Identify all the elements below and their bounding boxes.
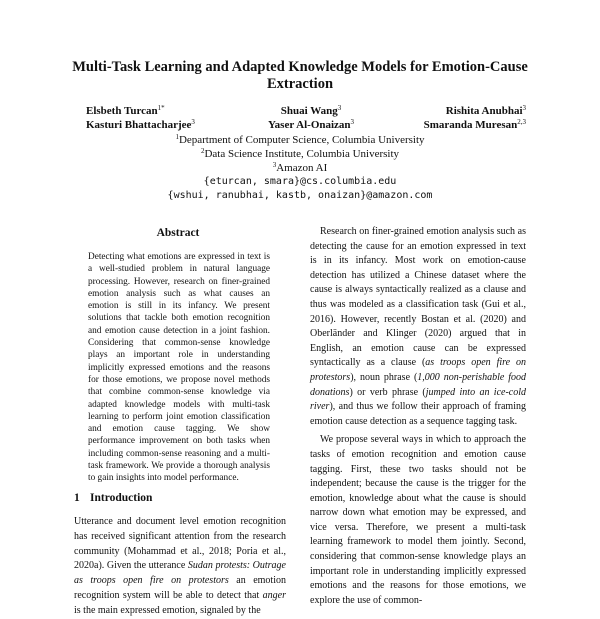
email-line: {wshui, ranubhai, kastb, onaizan}@amazon.com (167, 190, 433, 201)
section-title: Introduction (90, 492, 153, 504)
intro-paragraph-left: Utterance and document level emotion recognition has received significant attention from the research community (Mohammad et al., 2018; Poria et al., 2020a). Given the utterance Sudan protests: Outrage as troops open fire on protestors an emotion recognition system will be able to detect that anger is the main expressed emotion, signaled by the (74, 516, 286, 616)
affiliation: $^3$Amazon AI (272, 161, 328, 174)
author-name: Rishita Anubhai$^3$ (445, 104, 526, 117)
author-row (86, 118, 526, 132)
right-column (310, 225, 526, 608)
affiliation-block (60, 133, 540, 175)
abstract-heading: Abstract (156, 227, 200, 239)
example-text: jumped into an ice-cold river (310, 386, 526, 413)
author-name: Shuai Wang$^3$ (280, 104, 342, 117)
section-number: 1 (74, 492, 80, 504)
author-block (86, 104, 526, 132)
paper-title: Multi-Task Learning and Adapted Knowledge Models for Emotion-Cause Extraction (72, 59, 528, 92)
email-line: {eturcan, smara}@cs.columbia.edu (203, 176, 397, 187)
author-name: Yaser Al-Onaizan$^3$ (267, 118, 355, 131)
author-name: Elsbeth Turcan$^{1*}$ (86, 104, 165, 117)
example-text: Sudan protests: Outrage as troops open fire on protestors (74, 560, 286, 587)
example-text: as troops open fire on protestors (310, 357, 526, 383)
section-heading-introduction (74, 492, 284, 504)
author-row (86, 104, 526, 118)
author-name: Smaranda Muresan$^{2,3}$ (423, 118, 526, 131)
author-name: Kasturi Bhattacharjee$^3$ (86, 118, 195, 131)
example-text: 1,000 non-perishable food donations (310, 371, 527, 398)
email-block (60, 175, 540, 203)
intro-paragraph: Research on finer-grained emotion analysis such as detecting the cause for an emotion expressed in text is in its infancy. Most work on emotion-cause detection has utilized a Chinese dataset where the cause is always syntactically realized as a clause and thus was modeled as a classification task (Gui et al., 2016). However, recently Bostan et al. (2020) and Oberländer and Klinger (2020) argued that in English, an emotion cause can be expressed syntactically as a clause (as troops open fire on protestors), noun phrase (1,000 non-perishable food donations) or verb phrase (jumped into an ice-cold river), and thus we follow their approach of framing emotion cause detection as a sequence tagging task. (310, 226, 527, 427)
example-text: anger (262, 589, 286, 601)
intro-paragraph: We propose several ways in which to approach the tasks of emotion recognition and emotion cause tagging. First, these two tasks should not be independent; because the cause is the trigger for the emotion, knowledge about what the cause is should narrow down what emotion may be expressed, and vice versa. Therefore, we present a multi-task learning framework to model them jointly. Second, considering that common-sense knowledge plays an important role in understanding implicitly expressed emotions and the reasons for those emotions, we explore the use of common- (310, 434, 526, 606)
affiliation: $^1$Department of Computer Science, Columbia University (175, 133, 425, 146)
abstract-text: Detecting what emotions are expressed in text is a well-studied problem in natural language processing. However, research on finer-grained emotion analysis such as what causes an emotion is still in its infancy. We present solutions that tackle both emotion recognition and emotion cause detection in a joint fashion. Considering that common-sense knowledge plays an important role in understanding implicitly expressed emotions and the reasons for those emotions, we propose novel methods that combine common-sense knowledge via adapted knowledge models with multi-task learning to perform joint emotion classification and emotion cause tagging. We show performance improvement on both tasks when including common-sense reasoning and a multi-task framework. We provide a thorough analysis to gain insights into model performance. (88, 252, 270, 484)
affiliation: $^2$Data Science Institute, Columbia University (200, 147, 400, 160)
